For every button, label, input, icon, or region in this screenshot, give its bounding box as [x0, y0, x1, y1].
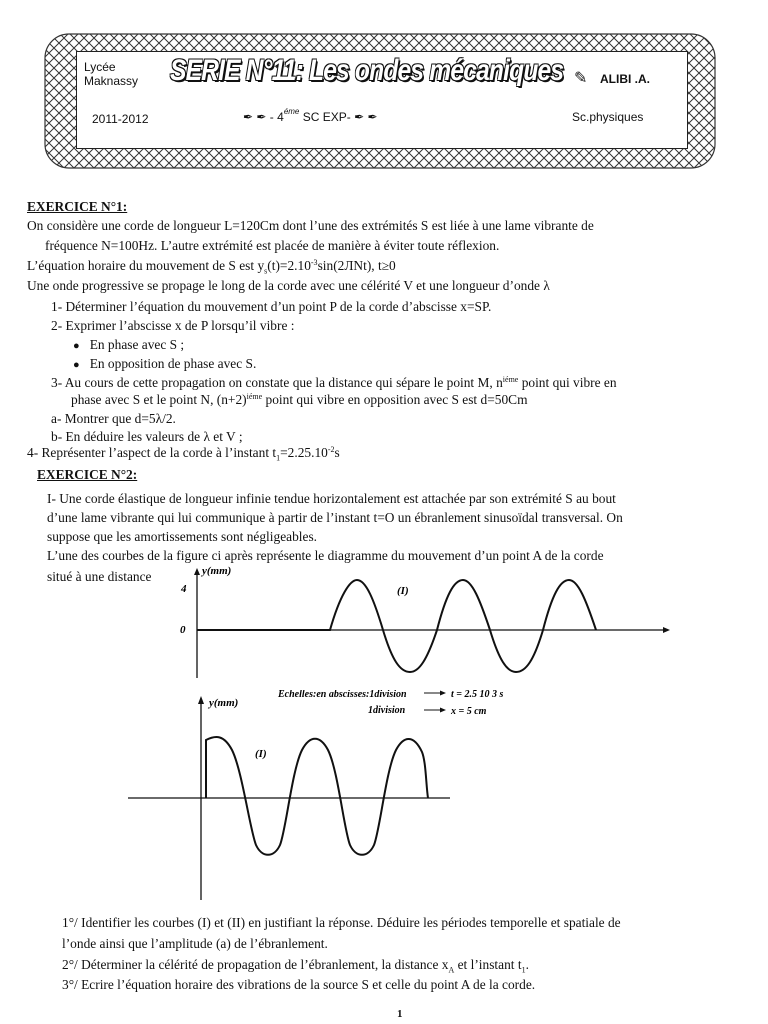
ex2-question-1: 1°/ Identifier les courbes (I) et (II) en justifiant la réponse. Déduire les périodes temporelle et spatiale de [62, 915, 621, 930]
scale-space-label: 1division [368, 705, 406, 716]
ex1-equation: L’équation horaire du mouvement de S est $y_s(t)=2.10^{-3}\sin(2ЛNt)$, t≥0 [27, 258, 396, 276]
ex1-text: On considère une corde de longueur L=120Cm dont l’une des extrémités S est liée à une lame vibrante de [27, 218, 594, 233]
ex1-question-a: a- Montrer que d=5λ/2. [51, 411, 176, 426]
exercise-1-title: EXERCICE N°1: [27, 199, 128, 214]
ex2-question-2: 2°/ Déterminer la célérité de propagation de l’ébranlement, la distance $x_A$ et l’instant $t_1$. [62, 957, 529, 975]
curve-2-label: (I) [255, 748, 267, 760]
graph-1 [160, 560, 680, 690]
worksheet-title: SERIE N°11: Les ondes mécaniques [170, 54, 564, 87]
school-year: 2011-2012 [92, 112, 149, 126]
ex2-text: L’une des courbes de la figure ci après représente le diagramme du mouvement d’un point A de la corde [47, 548, 604, 563]
ex1-text: Une onde progressive se propage le long de la corde avec une célérité V et une longueur d’onde λ [27, 278, 550, 293]
graph-1-ylabel: y(mm) [202, 565, 232, 577]
ex2-question-1: l’onde ainsi que l’amplitude (a) de l’ébranlement. [62, 936, 328, 951]
author-name: ALIBI .A. [600, 72, 650, 86]
page-number: 1 [397, 1008, 403, 1020]
ex1-question-3: 3- Au cours de cette propagation on constate que la distance qui sépare le point M, $n^{iéme}$ point qui vibre en [51, 375, 617, 390]
scale-space-value: x = 5 cm [451, 706, 487, 717]
ex2-text: situé à une distance [47, 569, 152, 584]
ex2-text: d’une lame vibrante qui lui communique à partir de l’instant t=O un ébranlement sinusoïdal transversal. On [47, 510, 623, 525]
tick-4: 4 [181, 583, 187, 595]
y-axis-arrow [194, 568, 200, 575]
scale-time-value: t = 2.5 10 3 s [451, 690, 504, 700]
scale-arrow-head [440, 708, 446, 713]
ex2-question-3: 3°/ Ecrire l’équation horaire des vibrations de la source S et celle du point A de la corde. [62, 977, 536, 992]
graph-2-ylabel: y(mm) [209, 697, 239, 709]
pen-icon: ✎ [574, 70, 588, 87]
quill-icon: ✒ ✒ [243, 110, 267, 124]
y-axis-arrow [198, 696, 204, 704]
ex1-question-1: 1- Déterminer l’équation du mouvement d’un point P de la corde d’abscisse x=SP. [51, 299, 492, 314]
ex1-bullet: ● En phase avec S ; [73, 337, 185, 352]
curve-2 [206, 737, 428, 855]
school-name: Lycée Maknassy [84, 60, 139, 88]
ex1-question-3: phase avec S et le point N, $(n+2)^{iéme}$ point qui vibre en opposition avec S est d=50Cm [71, 392, 528, 407]
ex1-question-2: 2- Exprimer l’abscisse x de P lorsqu’il vibre : [51, 318, 295, 333]
quill-icon: ✒ ✒ [354, 110, 378, 124]
class-label: ✒ ✒ - $4^{éme}$ SC EXP- ✒ ✒ [243, 107, 378, 124]
ex2-text: suppose que les amortissements sont négligeables. [47, 529, 317, 544]
scale-arrow-head [440, 691, 446, 696]
curve-1-label: (I) [397, 585, 409, 597]
x-axis-arrow [663, 627, 670, 633]
ex2-text: I- Une corde élastique de longueur infinie tendue horizontalement est attachée par son extrémité S au bout [47, 491, 616, 506]
exercise-2-title: EXERCICE N°2: [37, 467, 138, 482]
ex1-question-b: b- En déduire les valeurs de λ et V ; [51, 429, 243, 444]
ex1-bullet: ● En opposition de phase avec S. [73, 356, 257, 371]
scale-time-label: Echelles:en abscisses:1division [278, 690, 407, 700]
graph-2 [120, 690, 540, 900]
ex1-question-4: 4- Représenter l’aspect de la corde à l’instant $t_1=2.25.10^{-2}s$ [27, 445, 340, 463]
tick-0: 0 [180, 624, 186, 636]
ex1-text: fréquence N=100Hz. L’autre extrémité est placée de manière à éviter toute réflexion. [45, 238, 500, 253]
subject-label: Sc.physiques [572, 110, 644, 124]
